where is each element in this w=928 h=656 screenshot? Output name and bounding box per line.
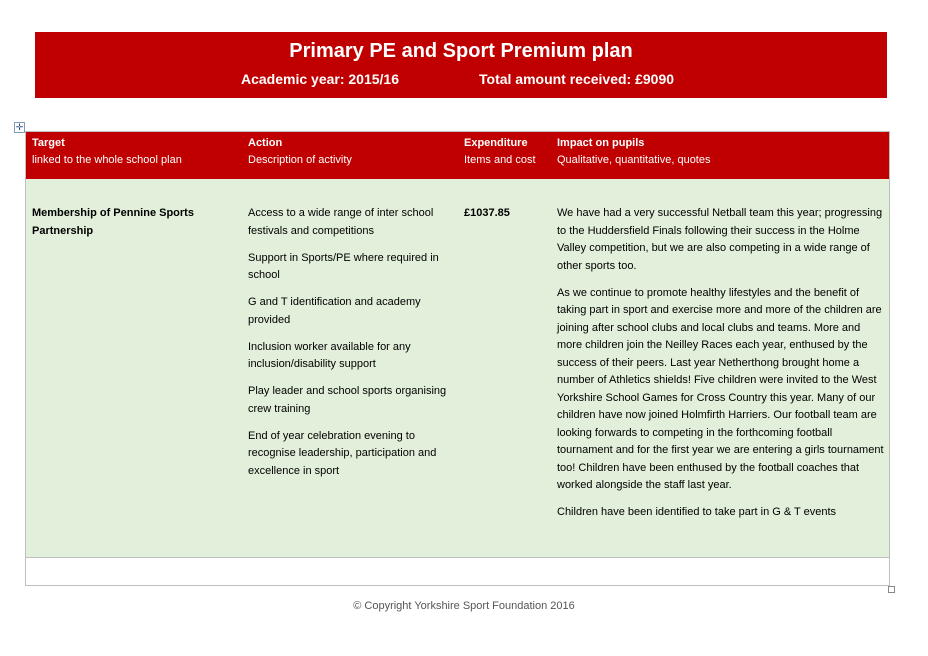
expenditure-cell: £1037.85 [464,207,510,219]
academic-year: Academic year: 2015/16 [241,71,399,87]
table-header-row [26,132,889,179]
page-title: Primary PE and Sport Premium plan [289,40,633,62]
action-cell [248,205,448,490]
action-item: End of year celebration evening to recognise leadership, participation and excellence in sport [248,429,437,477]
premium-plan-table [25,131,890,586]
column-header-impact [557,135,710,169]
column-header-expenditure [464,135,536,169]
column-header-target [32,135,182,169]
impact-paragraph: Children have been identified to take part in G & T events [557,506,837,518]
table-move-handle-icon[interactable]: ✛ [15,122,24,132]
action-item: Access to a wide range of inter school festivals and competitions [248,207,434,237]
copyright-footer: © Copyright Yorkshire Sport Foundation 2016 [353,600,575,612]
table-resize-handle-icon[interactable] [888,586,895,593]
column-heading: Target [32,137,65,149]
target-cell: Membership of Pennine Sports Partnership [32,207,194,237]
plan-banner [35,32,887,98]
total-amount-received: Total amount received: £9090 [479,71,675,87]
table-row [26,179,889,558]
column-subheading: linked to the whole school plan [32,154,182,166]
impact-paragraph: As we continue to promote healthy lifestyles and the benefit of taking part in sport and exercise more and more of the children are joining after school clubs and local clubs and teams. More and more children join the Neilley Races each year, enthused by the success of their peers. Last year Netherthong brought home a number of Athletics shields! Five children were invited to the West Yorkshire School Games for Cross Country this year. Many of our children have now joined Holmfirth Harriers. Our football team are looking forwards to competing in the forthcoming football tournament and for the first year we are entering a girls tournament too! Children have been enthused by the football coaches that worked alongside the staff last year. [557,286,884,491]
action-item: Support in Sports/PE where required in school [248,251,439,281]
column-subheading: Items and cost [464,154,536,166]
column-subheading: Description of activity [248,154,352,166]
column-heading: Action [248,137,283,149]
impact-cell [557,205,887,531]
action-item: Play leader and school sports organising crew training [248,385,447,415]
column-heading: Expenditure [464,137,528,149]
action-item: G and T identification and academy provided [248,296,421,326]
column-heading: Impact on pupils [557,137,645,149]
column-subheading: Qualitative, quantitative, quotes [557,154,711,166]
action-item: Inclusion worker available for any inclusion/disability support [248,340,411,370]
impact-paragraph: We have had a very successful Netball team this year; progressing to the Huddersfield Finals following their success in the Holme Valley competition, but we are also competing in a wide range of other sports too. [557,207,883,272]
column-header-action [248,135,352,169]
